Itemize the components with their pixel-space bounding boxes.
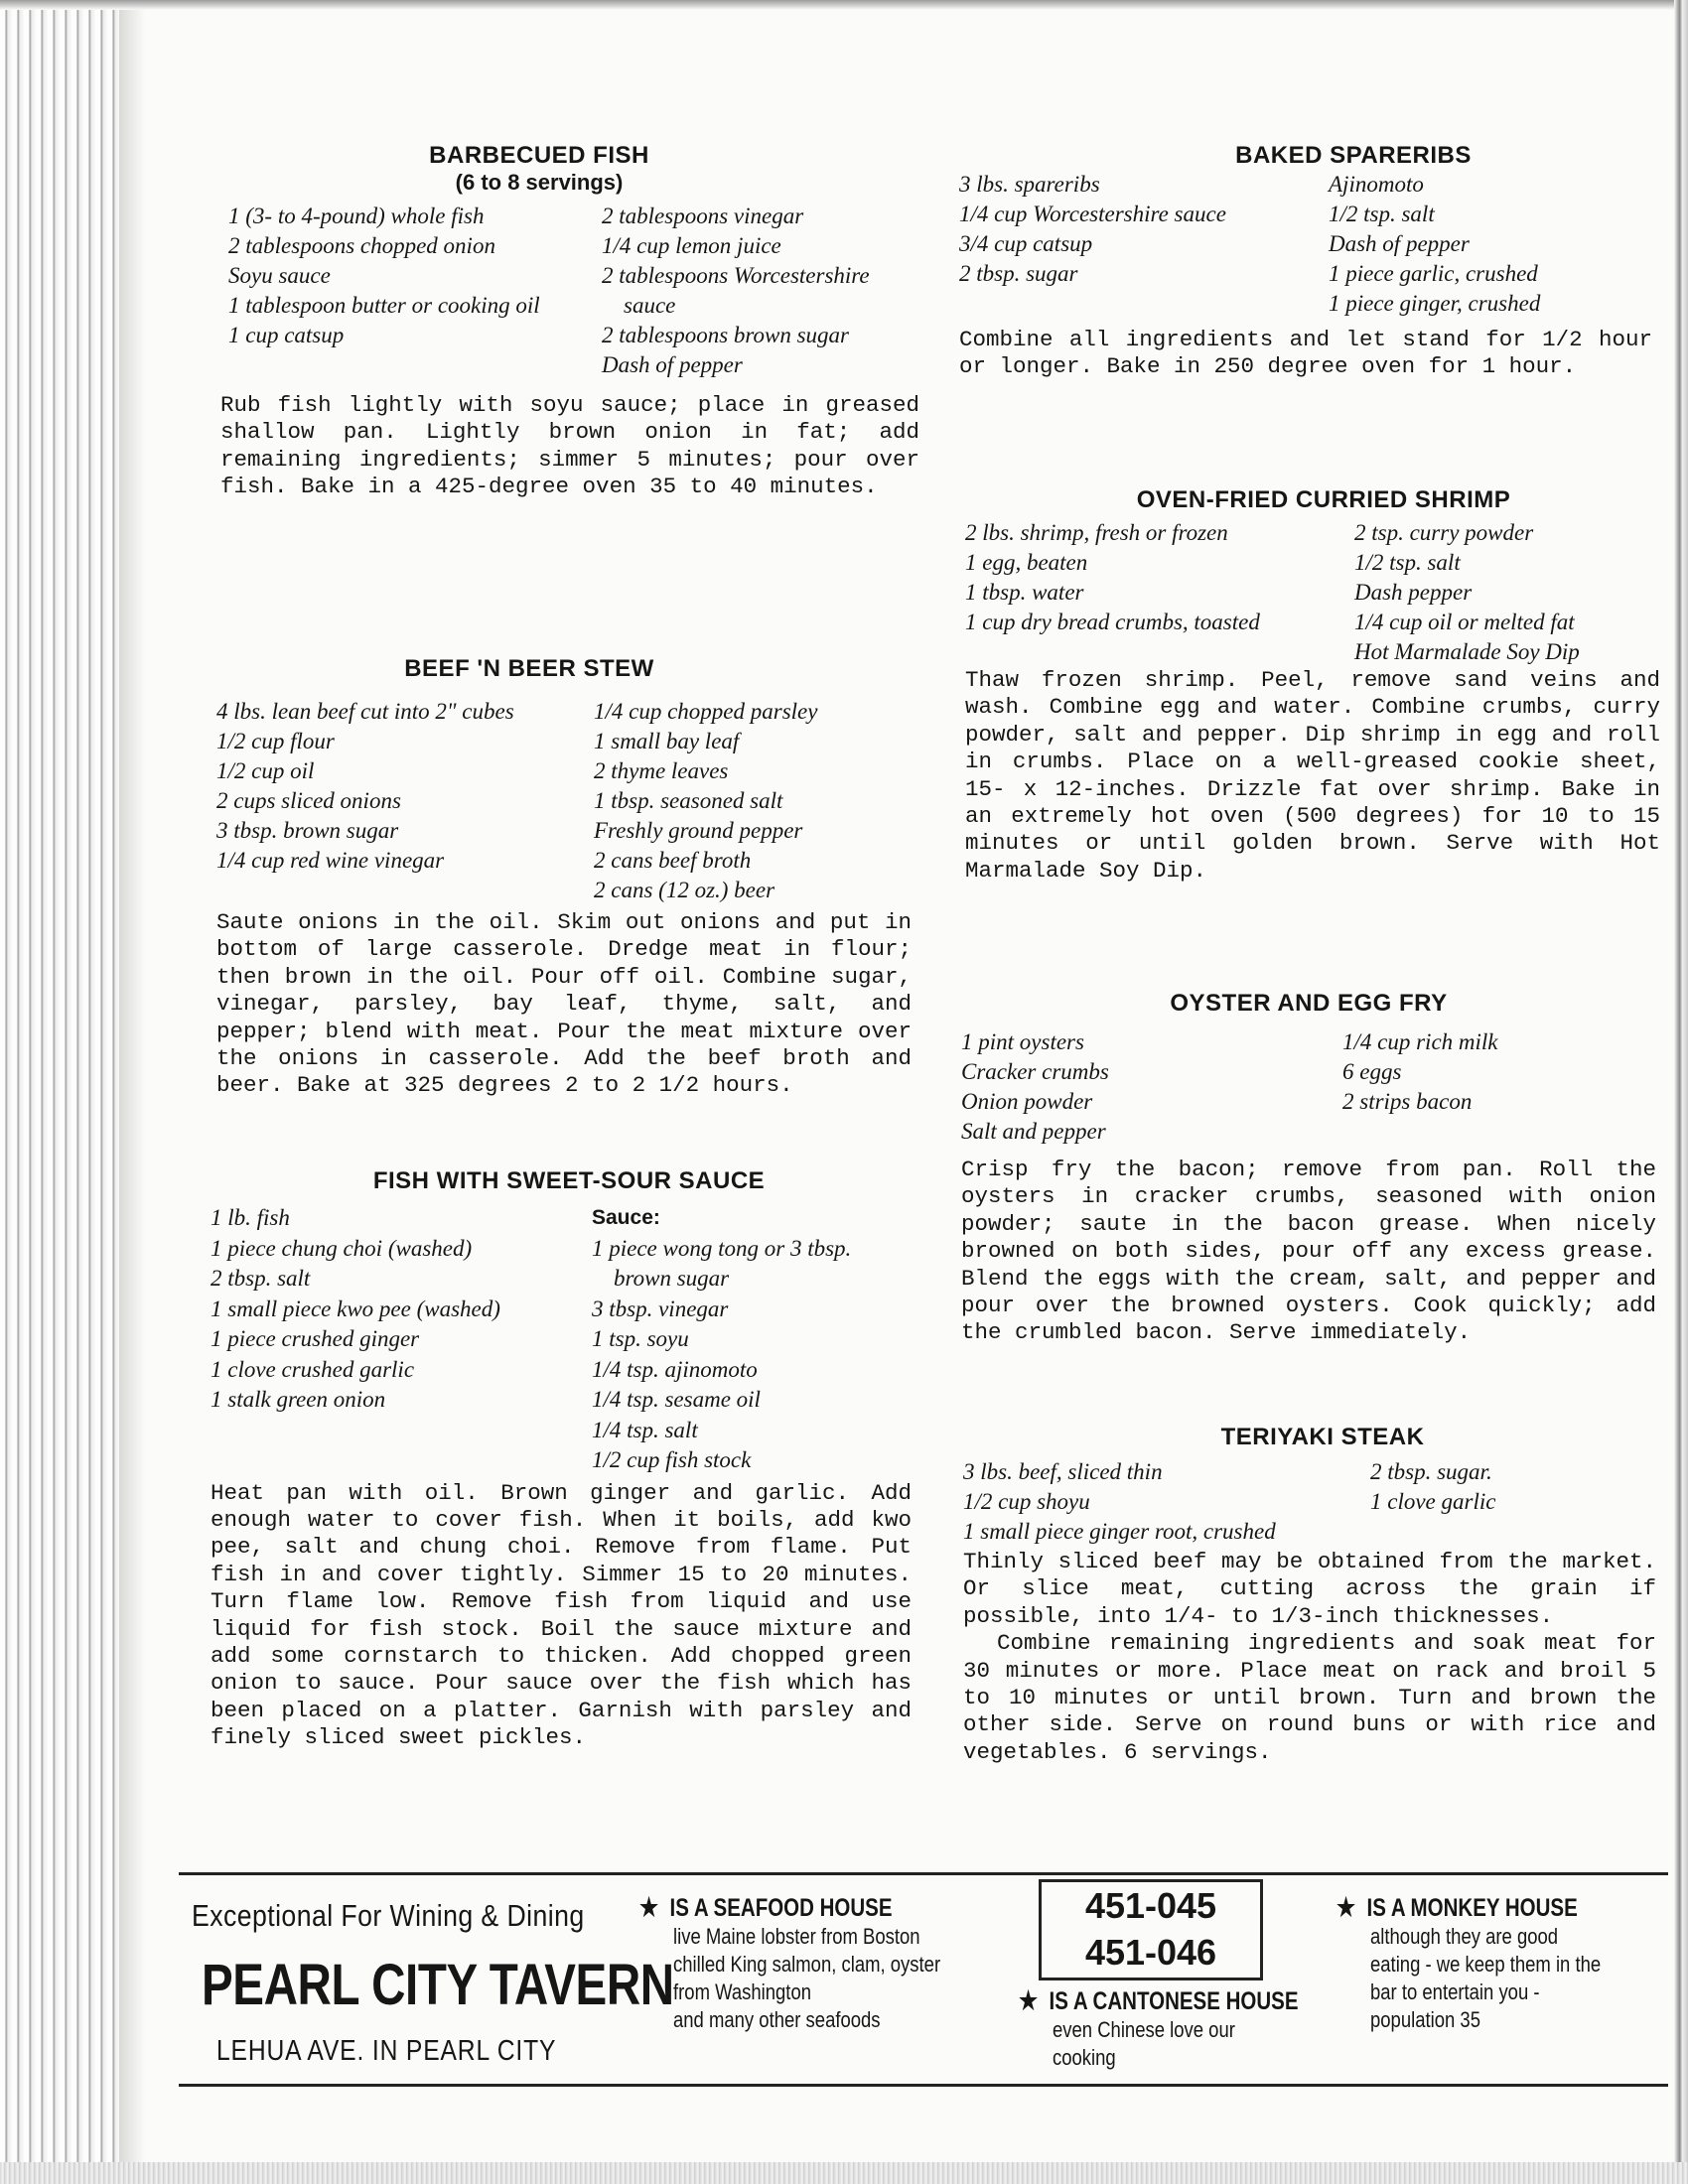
phone-box (1039, 1879, 1263, 1980)
ingredient: 2 tbsp. sugar (959, 261, 1078, 286)
ingredients (959, 170, 1652, 319)
ingredient: 1 tablespoon butter or cooking oil (228, 293, 540, 318)
recipe-title: BARBECUED FISH (429, 142, 649, 169)
ingredient: Salt and pepper (961, 1119, 1106, 1144)
ingredient: 1/4 tsp. ajinomoto (592, 1356, 758, 1382)
ingredient: 1 piece chung choi (washed) (211, 1235, 473, 1261)
ingredient: Dash pepper (1354, 580, 1473, 605)
recipe-title: OVEN-FRIED CURRIED SHRIMP (1136, 486, 1511, 513)
recipe-directions: Rub fish lightly with soyu sauce; place in greased shallow pan. Lightly brown onion in fat; add remaining ingredients; simmer 5 minutes; pour over fish. Bake in a 425-degree oven 35 to 40 minutes. (220, 392, 919, 500)
feature-heading-text: IS A SEAFOOD HOUSE (669, 1894, 893, 1922)
ingredient: 3 lbs. beef, sliced thin (963, 1459, 1163, 1484)
recipe-teriyaki-steak (963, 1424, 1656, 1766)
ingredient: 1/2 cup shoyu (963, 1489, 1090, 1514)
ingredients-left (228, 202, 590, 380)
ingredients-right (592, 1203, 912, 1476)
ingredient: 1 cup catsup (228, 323, 345, 347)
ingredients (211, 1203, 912, 1476)
ad-bottom-rule (179, 2084, 1668, 2087)
ingredient: Hot Marmalade Soy Dip (1354, 639, 1580, 664)
recipe-beef-beer-stew (216, 655, 912, 1100)
recipe-oyster-egg-fry (961, 990, 1656, 1347)
ingredient: Dash of pepper (1329, 231, 1470, 256)
ingredients (228, 202, 919, 380)
recipe-directions: Heat pan with oil. Brown ginger and garlic. Add enough water to cover fish. When it boils, add kwo pee, salt and chung choi. Remove from flame. Put fish in and cover tightly. Simmer 15 to 20 minutes. Turn flame low. Remove fish from liquid and use liquid for fish stock. Boil the sauce mixture and add some cornstarch to thicken. Add chopped green onion to sauce. Pour sauce over the fish which has been placed on a platter. Garnish with parsley and finely sliced sweet pickles. (211, 1479, 912, 1751)
ingredients-left (216, 697, 582, 905)
ingredients-left (959, 170, 1317, 319)
ingredient: 1/2 cup oil (216, 758, 315, 783)
ingredient: 2 thyme leaves (594, 758, 729, 783)
ingredient: 2 tbsp. sugar. (1370, 1459, 1492, 1484)
ingredient: 3/4 cup catsup (959, 231, 1093, 256)
ingredient: 2 cans beef broth (594, 848, 752, 873)
ingredient: 1 small bay leaf (594, 729, 740, 753)
ad-feature-monkey (1336, 1892, 1664, 2034)
feature-heading (1019, 1985, 1299, 2016)
restaurant-name: PEARL CITY TAVERN (202, 1953, 674, 2017)
ingredient: Freshly ground pepper (594, 818, 803, 843)
star-icon: ★ (1336, 1892, 1356, 1922)
ingredient: 1/2 tsp. salt (1329, 202, 1435, 226)
feature-heading-text: IS A MONKEY HOUSE (1366, 1894, 1578, 1922)
ingredients-right (594, 697, 912, 905)
recipe-title: BAKED SPARERIBS (1235, 142, 1472, 169)
ingredient: 1 small piece ginger root, crushed (963, 1519, 1276, 1544)
ingredients-left (961, 1027, 1331, 1147)
ingredients (963, 1457, 1656, 1517)
ad-feature-seafood (639, 1892, 997, 2034)
page-right-edge (1674, 0, 1688, 2184)
ingredient: 2 strips bacon (1342, 1089, 1473, 1114)
ingredient: 1 stalk green onion (211, 1387, 386, 1412)
sauce-label: Sauce: (592, 1206, 660, 1229)
feature-body: although they are good eating - we keep them in the bar to entertain you - population 35 (1370, 1924, 1602, 2032)
ingredient: 1 pint oysters (961, 1029, 1084, 1054)
ingredient: 1/2 cup fish stock (592, 1447, 752, 1472)
recipe-directions: Crisp fry the bacon; remove from pan. Roll the oysters in cracker crumbs, seasoned with onion powder; saute in the bacon grease. When nicely browned on both sides, pour off any excess grease. Blend the eggs with the cream, salt, and pepper and pour over the browned oysters. Cook quickly; add the crumbled bacon. Serve immediately. (961, 1157, 1656, 1346)
ingredient: 1/4 tsp. salt (592, 1417, 698, 1442)
star-icon: ★ (639, 1892, 659, 1922)
restaurant-address: LEHUA AVE. IN PEARL CITY (216, 2035, 557, 2067)
ingredient: 1 cup dry bread crumbs, toasted (965, 610, 1260, 634)
ad-feature-cantonese (1019, 1985, 1317, 2072)
ingredient: 1 tbsp. water (965, 580, 1084, 605)
recipe-servings: (6 to 8 servings) (455, 170, 624, 195)
ingredient: 1/4 cup Worcestershire sauce (959, 202, 1226, 226)
recipe-oven-fried-shrimp (965, 486, 1660, 885)
ingredients-left (963, 1457, 1358, 1517)
page-binding (0, 0, 119, 2184)
ingredient: 2 tablespoons vinegar (602, 204, 804, 228)
ingredient: 2 tsp. curry powder (1354, 520, 1534, 545)
ingredient: 1 clove garlic (1370, 1489, 1496, 1514)
ingredient: 1 clove crushed garlic (211, 1356, 415, 1382)
recipe-fish-sweet-sour (211, 1167, 912, 1752)
ingredient: 2 tablespoons brown sugar (602, 323, 849, 347)
ingredient: 3 tbsp. vinegar (592, 1296, 729, 1321)
ingredient: 2 lbs. shrimp, fresh or frozen (965, 520, 1228, 545)
directions-paragraph-2: Combine remaining ingredients and soak meat for 30 minutes or more. Place meat on rack and broil 5 to 10 minutes or until brown. Turn and brown the other side. Serve on round buns or with rice and vegetables. 6 servings. (963, 1630, 1656, 1765)
feature-heading (1336, 1892, 1606, 1923)
ingredient: 1/4 cup lemon juice (602, 233, 781, 258)
phone-number: 451-045 (1084, 1885, 1217, 1926)
ingredient: 1/4 cup rich milk (1342, 1029, 1498, 1054)
ingredient: Onion powder (961, 1089, 1093, 1114)
ingredients (216, 697, 912, 905)
ingredient: 2 tablespoons Worcestershire sauce (602, 263, 870, 318)
ingredient: 1 tbsp. seasoned salt (594, 788, 783, 813)
ingredients-right (1342, 1027, 1656, 1147)
page-top-edge (0, 0, 1688, 10)
recipe-title: BEEF 'N BEER STEW (404, 655, 654, 682)
ingredients-right (1329, 170, 1652, 319)
ingredient: 2 tablespoons chopped onion (228, 233, 495, 258)
ingredient: 1 lb. fish (211, 1205, 290, 1230)
ingredient: 4 lbs. lean beef cut into 2" cubes (216, 699, 514, 724)
feature-body: live Maine lobster from Boston chilled King salmon, clam, oyster from Washington and many other seafoods (673, 1924, 941, 2032)
ingredients (965, 518, 1660, 667)
ingredients-right (602, 202, 919, 380)
ad-top-rule (179, 1872, 1668, 1875)
feature-heading-text: IS A CANTONESE HOUSE (1049, 1987, 1299, 2015)
ad-tagline: Exceptional For Wining & Dining (192, 1898, 585, 1933)
directions-paragraph-1: Thinly sliced beef may be obtained from the market. Or slice meat, cutting across the grain if possible, into 1/4- to 1/3-inch thicknesses. (963, 1549, 1656, 1629)
ingredient: 3 lbs. spareribs (959, 172, 1100, 197)
ingredient: 1/4 cup oil or melted fat (1354, 610, 1575, 634)
ingredients-right (1354, 518, 1660, 667)
ingredient: 2 cans (12 oz.) beer (594, 878, 775, 902)
ingredient: 1 small piece kwo pee (washed) (211, 1296, 500, 1321)
ingredient: 3 tbsp. brown sugar (216, 818, 399, 843)
ingredient: 1 (3- to 4-pound) whole fish (228, 204, 485, 228)
ingredient: 6 eggs (1342, 1059, 1402, 1084)
ingredient: 2 cups sliced onions (216, 788, 401, 813)
ingredient: Soyu sauce (228, 263, 331, 288)
page-bottom-edge (0, 2162, 1688, 2184)
recipe-title: OYSTER AND EGG FRY (1170, 990, 1448, 1017)
ingredients-left (211, 1203, 580, 1476)
ingredients-left (965, 518, 1342, 667)
recipe-directions: Thaw frozen shrimp. Peel, remove sand veins and wash. Combine egg and water. Combine crumbs, curry powder, salt and pepper. Dip shrimp in egg and roll in crumbs. Place on a well-greased cookie sheet, 15- x 12-inches. Drizzle fat over shrimp. Bake in an extremely hot oven (500 degrees) for 10 to 15 minutes or until golden brown. Serve with Hot Marmalade Soy Dip. (965, 667, 1660, 884)
ingredient: 1/2 cup flour (216, 729, 335, 753)
feature-body: even Chinese love our cooking (1053, 2017, 1235, 2070)
ingredient: 2 tbsp. salt (211, 1266, 311, 1291)
ingredient: 1/4 tsp. sesame oil (592, 1387, 761, 1412)
star-icon: ★ (1019, 1985, 1039, 2015)
ingredient: 1/4 cup red wine vinegar (216, 848, 445, 873)
ingredient: 1 piece garlic, crushed (1329, 261, 1538, 286)
ingredient: 1 piece wong tong or 3 tbsp. brown sugar (592, 1235, 852, 1291)
ingredients-right (1370, 1457, 1656, 1517)
ingredient: 1 tsp. soyu (592, 1326, 689, 1351)
ingredient: Ajinomoto (1329, 172, 1424, 197)
recipe-directions: Combine all ingredients and let stand for 1/2 hour or longer. Bake in 250 degree oven for 1 hour. (959, 327, 1652, 380)
recipe-title: TERIYAKI STEAK (1220, 1424, 1425, 1450)
recipe-baked-spareribs (959, 142, 1652, 381)
ingredient: 1 piece ginger, crushed (1329, 291, 1541, 316)
ingredient: 1 egg, beaten (965, 550, 1088, 575)
ingredient: Cracker crumbs (961, 1059, 1109, 1084)
ingredient: 1/4 cup chopped parsley (594, 699, 818, 724)
recipe-directions: Saute onions in the oil. Skim out onions and put in bottom of large casserole. Dredge meat in flour; then brown in the oil. Pour off oil. Combine sugar, vinegar, parsley, bay leaf, thyme, salt, and pepper; blend with meat. Pour the meat mixture over the onions in casserole. Add the beef broth and beer. Bake at 325 degrees 2 to 2 1/2 hours. (216, 909, 912, 1099)
ingredient: Dash of pepper (602, 352, 743, 377)
feature-heading (639, 1892, 932, 1923)
binding-shadow (119, 0, 145, 2184)
recipe-barbecued-fish (220, 142, 919, 501)
phone-number: 451-046 (1084, 1932, 1217, 1973)
recipe-title: FISH WITH SWEET-SOUR SAUCE (372, 1167, 766, 1194)
ingredients (961, 1027, 1656, 1147)
ingredient: 1/2 tsp. salt (1354, 550, 1461, 575)
ingredient: 1 piece crushed ginger (211, 1326, 420, 1351)
recipe-directions (963, 1549, 1656, 1766)
